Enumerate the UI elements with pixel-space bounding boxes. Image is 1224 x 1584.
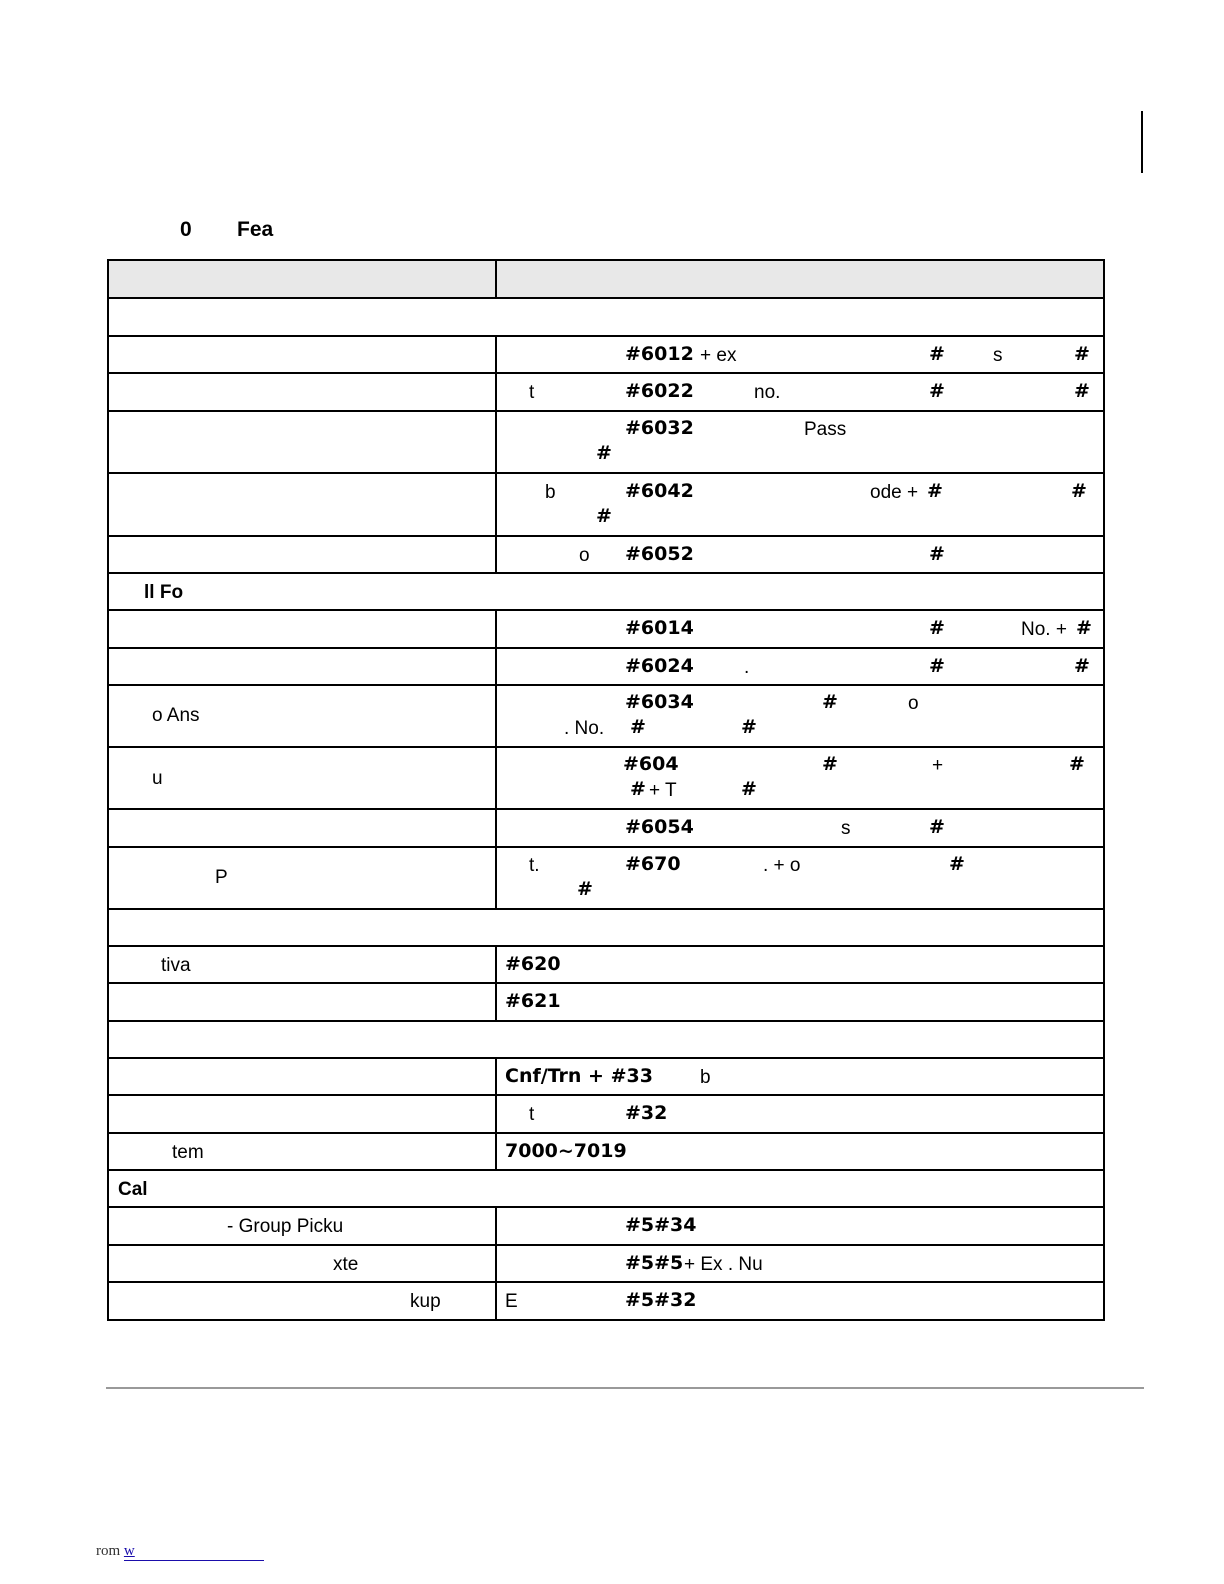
cell-text: # [929, 543, 945, 565]
feature-name: kup [410, 1291, 441, 1312]
feature-name: - Group Picku [227, 1216, 344, 1237]
table-row [109, 1283, 1103, 1321]
cell-text: # [949, 853, 965, 875]
footer-divider [106, 1387, 1144, 1389]
footer-prefix: rom [96, 1543, 121, 1559]
cell-text: # [596, 442, 612, 464]
table-row [109, 1208, 1103, 1246]
table-row [109, 984, 1103, 1022]
code-cell: #604 [623, 753, 679, 775]
cell-text: b [545, 482, 556, 503]
cell-text: # [1074, 343, 1090, 365]
cell-text: s [841, 818, 851, 839]
cell-text: o [579, 545, 590, 566]
code-cell: #620 [505, 953, 561, 975]
code-cell: #6054 [625, 816, 694, 838]
code-cell: #6024 [625, 655, 694, 677]
table-row [109, 537, 1103, 574]
cell-text: # [1071, 480, 1087, 502]
code-cell: #621 [505, 990, 561, 1012]
cell-text: + ex [700, 345, 737, 366]
cell-text: + [932, 755, 944, 776]
code-cell: #6032 [625, 417, 694, 439]
table-row [109, 374, 1103, 412]
cell-text: t. [529, 855, 540, 876]
cell-text: # [741, 778, 757, 800]
table-row [109, 848, 1103, 910]
cell-text: s [993, 345, 1003, 366]
cell-text: t [529, 382, 535, 403]
table-row [109, 810, 1103, 848]
section-row [109, 910, 1103, 947]
code-cell: #6034 [625, 691, 694, 713]
cell-text: # [1069, 753, 1085, 775]
code-cell: #5#5 [625, 1252, 684, 1274]
cell-text: E [505, 1291, 518, 1312]
table-row [109, 649, 1103, 686]
cell-text: # [927, 480, 943, 502]
code-cell: #5#32 [625, 1289, 697, 1311]
code-cell: Cnf/Trn + #33 [505, 1065, 653, 1087]
cell-text: # [1074, 380, 1090, 402]
page-footer [96, 1543, 264, 1561]
code-cell: #6042 [625, 480, 694, 502]
cell-text: # [577, 878, 593, 900]
code-cell: #6052 [625, 543, 694, 565]
feature-name: tiva [161, 955, 191, 976]
cell-text: . [744, 657, 750, 678]
code-cell: #6014 [625, 617, 694, 639]
code-cell: #670 [625, 853, 681, 875]
table-row [109, 474, 1103, 537]
table-row [109, 611, 1103, 649]
cell-text: . + o [763, 855, 801, 876]
cell-text: t [529, 1104, 535, 1125]
table-row [109, 1246, 1103, 1283]
cell-text: # [1076, 617, 1092, 639]
cell-text: o [908, 693, 919, 714]
table-row [109, 686, 1103, 748]
feature-code-table [107, 259, 1105, 1321]
table-header-row [109, 261, 1103, 299]
cell-text: no. [754, 382, 781, 403]
table-row [109, 947, 1103, 984]
table-row [109, 1096, 1103, 1134]
code-cell: #5#34 [625, 1214, 697, 1236]
footer-link[interactable]: w [124, 1543, 264, 1561]
code-cell: #6012 [625, 343, 694, 365]
table-row [109, 1059, 1103, 1096]
section-title: Fea [237, 218, 274, 241]
feature-name: o Ans [152, 705, 200, 726]
section-row [109, 1022, 1103, 1059]
code-cell: #32 [625, 1102, 668, 1124]
table-row [109, 412, 1103, 474]
section-row [109, 574, 1103, 611]
cell-text: # [822, 691, 838, 713]
cell-text: No. + [1021, 619, 1067, 640]
section-row [109, 299, 1103, 337]
cell-text: # [929, 617, 945, 639]
section-number: 0 [180, 218, 192, 241]
cell-text: # [630, 778, 646, 800]
cell-text: Pass [804, 419, 847, 440]
cell-text: ode + [870, 482, 919, 503]
cell-text: # [929, 343, 945, 365]
feature-name: P [215, 867, 228, 888]
table-row [109, 748, 1103, 810]
feature-name: tem [172, 1142, 204, 1163]
cell-text: # [929, 655, 945, 677]
cell-text: # [1074, 655, 1090, 677]
cell-text: # [596, 505, 612, 527]
cell-text: # [630, 716, 646, 738]
table-row [109, 1134, 1103, 1171]
feature-name: xte [333, 1254, 359, 1275]
cell-text: . No. [564, 718, 605, 739]
cell-text: # [929, 816, 945, 838]
cell-text: + T [649, 780, 677, 801]
cell-text: # [822, 753, 838, 775]
cell-text: + Ex . Nu [684, 1254, 763, 1275]
cell-text: b [700, 1067, 711, 1088]
cell-text: # [929, 380, 945, 402]
section-label: Cal [118, 1179, 148, 1200]
margin-change-bar [1141, 111, 1143, 173]
section-row [109, 1171, 1103, 1208]
code-cell: 7000~7019 [505, 1140, 627, 1162]
code-cell: #6022 [625, 380, 694, 402]
table-row [109, 337, 1103, 374]
cell-text: # [741, 716, 757, 738]
feature-name: u [152, 768, 163, 789]
section-label: ll Fo [144, 582, 184, 603]
